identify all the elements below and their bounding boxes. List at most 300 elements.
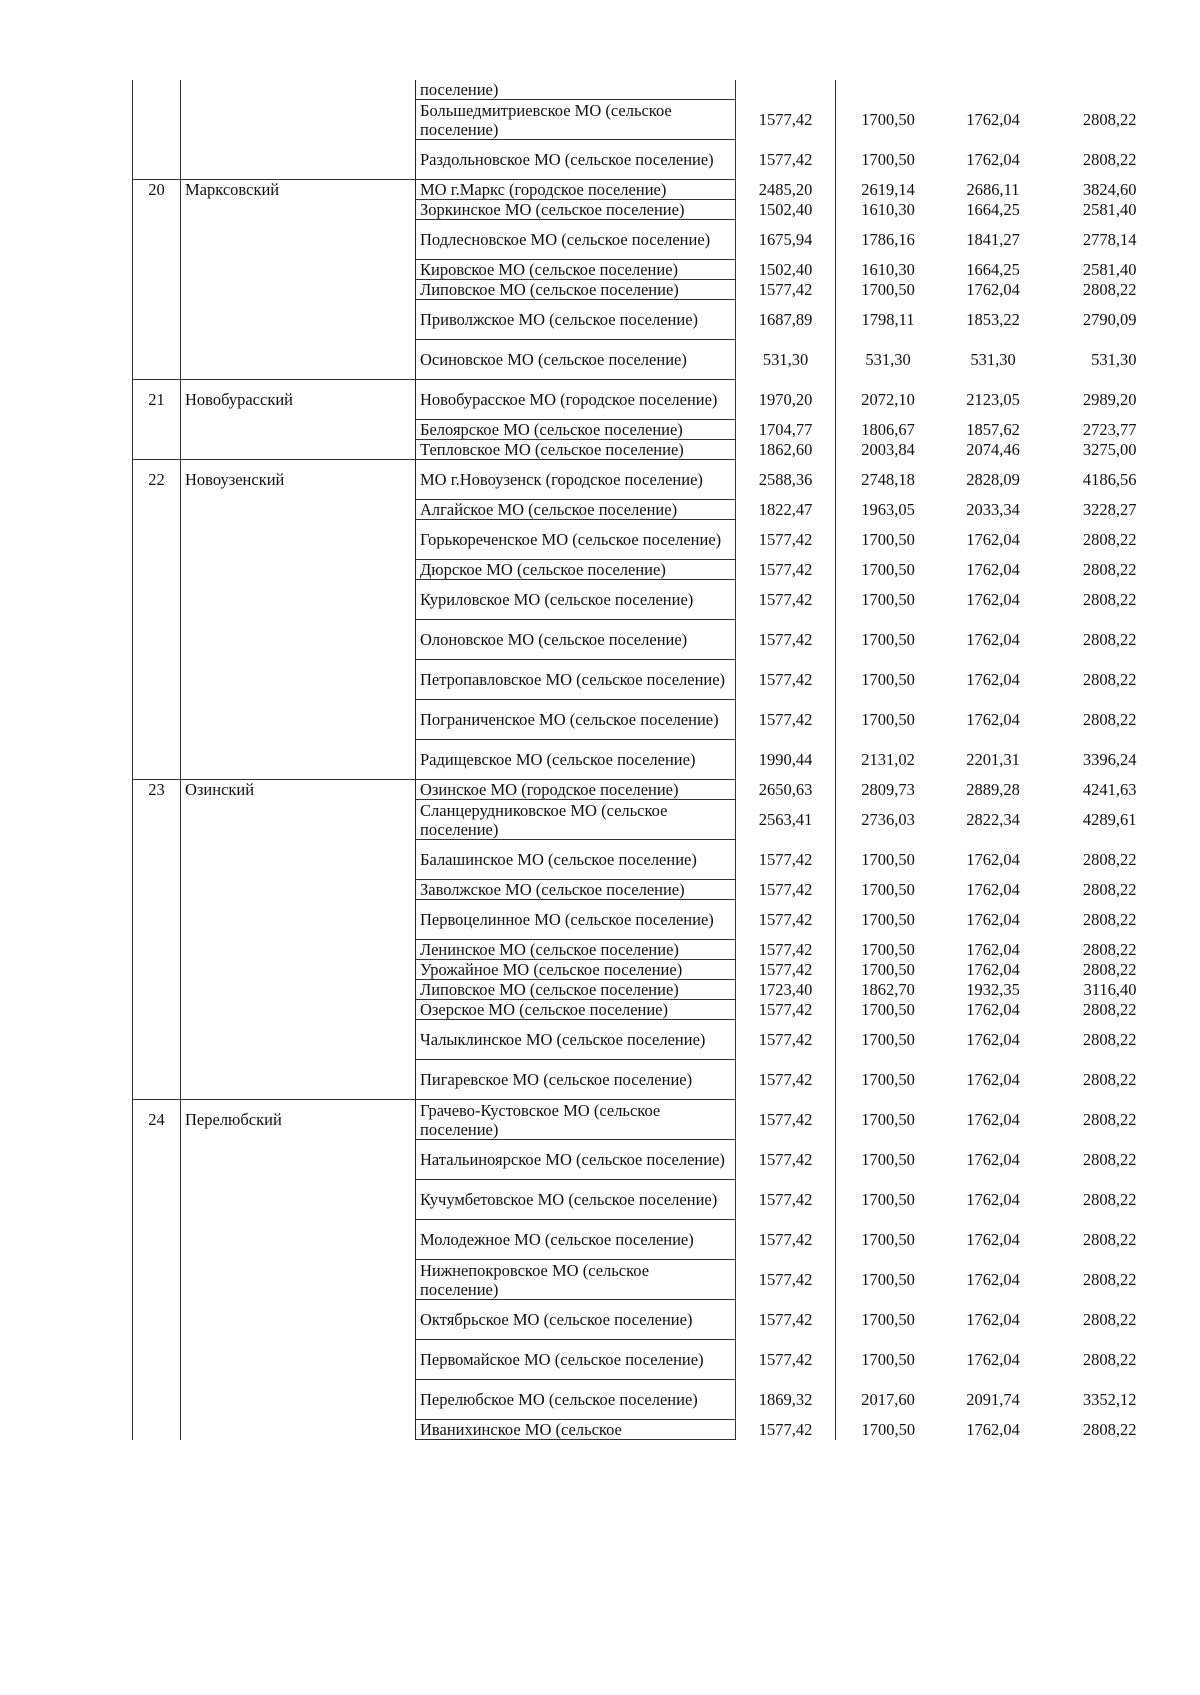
district-number-cell [133, 800, 181, 840]
district-name-cell: Марксовский [181, 180, 416, 200]
value-cell-1: 1990,44 [736, 740, 836, 780]
table-row [133, 460, 1143, 500]
value-cell-2: 1700,50 [861, 1110, 915, 1129]
value-cell-2: 1700,50 [861, 1310, 915, 1329]
value-cell-4: 2808,22 [1082, 530, 1137, 549]
table-row [133, 800, 1143, 840]
value-cell-4: 2808,22 [1082, 280, 1137, 299]
value-cell-1: 1502,40 [736, 260, 836, 280]
district-number-cell [133, 1380, 181, 1420]
value-cell-3: 1762,04 [966, 960, 1020, 979]
value-cell-4: 2808,22 [1082, 1110, 1137, 1129]
district-name-cell [181, 1260, 416, 1300]
value-cell-4: 3824,60 [1082, 180, 1137, 199]
table-row [133, 520, 1143, 560]
table-row [133, 1060, 1143, 1100]
district-number-cell [133, 1180, 181, 1220]
value-cell-3: 1762,04 [966, 1000, 1020, 1019]
municipality-name-cell: поселение) [416, 80, 736, 100]
value-cell-4: 2808,22 [1082, 1150, 1137, 1169]
municipality-name-cell: Озерское МО (сельское поселение) [416, 1000, 736, 1020]
district-number-cell [133, 280, 181, 300]
value-cell-1: 2650,63 [736, 780, 836, 800]
value-cell-3: 1762,04 [966, 280, 1020, 299]
value-cell-2: 1700,50 [861, 630, 915, 649]
table-row [133, 1000, 1143, 1020]
district-number-cell [133, 840, 181, 880]
district-number-cell [133, 900, 181, 940]
district-name-cell [181, 880, 416, 900]
table-row [133, 420, 1143, 440]
district-name-cell [181, 340, 416, 380]
district-name-cell [181, 440, 416, 460]
value-cell-1: 1687,89 [736, 300, 836, 340]
value-cell-1: 1577,42 [736, 1060, 836, 1100]
table-row [133, 560, 1143, 580]
district-number-cell: 23 [133, 780, 181, 800]
municipality-name-cell: МО г.Новоузенск (городское поселение) [416, 460, 736, 500]
value-cell-1: 1822,47 [736, 500, 836, 520]
value-cell-3: 1853,22 [966, 310, 1020, 329]
municipality-name-cell: Горькореченское МО (сельское поселение) [416, 520, 736, 560]
value-cell-1: 2563,41 [736, 800, 836, 840]
value-cell-1: 2485,20 [736, 180, 836, 200]
value-cell-3: 1762,04 [966, 1030, 1020, 1049]
value-cell-4: 2808,22 [1082, 880, 1137, 899]
district-number-cell [133, 880, 181, 900]
table-row [133, 960, 1143, 980]
value-cell-4: 2790,09 [1082, 310, 1137, 329]
value-cell-4: 2808,22 [1082, 110, 1137, 129]
value-cell-3: 2123,05 [966, 390, 1020, 409]
district-number-cell [133, 1300, 181, 1340]
district-number-cell [133, 620, 181, 660]
value-cell-1: 1577,42 [736, 1340, 836, 1380]
table-row [133, 1420, 1143, 1440]
municipality-name-cell: Осиновское МО (сельское поселение) [416, 340, 736, 380]
municipality-name-cell: Тепловское МО (сельское поселение) [416, 440, 736, 460]
district-name-cell [181, 280, 416, 300]
table-row [133, 140, 1143, 180]
municipality-name-cell: Олоновское МО (сельское поселение) [416, 620, 736, 660]
value-cell-1: 1577,42 [736, 940, 836, 960]
district-name-cell: Новобурасский [181, 380, 416, 420]
value-cell-2: 1610,30 [861, 200, 915, 219]
value-cell-4: 4186,56 [1082, 470, 1137, 489]
value-cell-3: 1664,25 [966, 260, 1020, 279]
district-name-cell [181, 300, 416, 340]
value-cell-1: 1577,42 [736, 580, 836, 620]
value-cell-3: 1762,04 [966, 670, 1020, 689]
table-row [133, 300, 1143, 340]
value-cell-2: 1786,16 [861, 230, 915, 249]
value-cell-2: 2017,60 [861, 1390, 915, 1409]
municipality-name-cell: Заволжское МО (сельское поселение) [416, 880, 736, 900]
district-number-cell: 24 [133, 1100, 181, 1140]
district-number-cell [133, 140, 181, 180]
value-cell-1: 1577,42 [736, 960, 836, 980]
value-cell-4: 2989,20 [1082, 390, 1137, 409]
value-cell-1: 1723,40 [736, 980, 836, 1000]
district-name-cell [181, 1380, 416, 1420]
value-cell-2: 2619,14 [861, 180, 915, 199]
municipality-name-cell: Сланцерудниковское МО (сельское поселение) [416, 800, 736, 840]
value-cell-2: 2809,73 [861, 780, 915, 799]
value-cell-3: 1762,04 [966, 1310, 1020, 1329]
value-cell-1: 1577,42 [736, 1140, 836, 1180]
value-cell-2: 1862,70 [861, 980, 915, 999]
value-cell-2: 1700,50 [861, 1150, 915, 1169]
table-row [133, 200, 1143, 220]
value-cell-2: 1963,05 [861, 500, 915, 519]
table-row [133, 940, 1143, 960]
value-cell-1: 1577,42 [736, 100, 836, 140]
value-cell-1: 1577,42 [736, 1260, 836, 1300]
district-name-cell: Перелюбский [181, 1100, 416, 1140]
value-cell-2: 1700,50 [861, 560, 915, 579]
value-cell-3: 1857,62 [966, 420, 1020, 439]
district-name-cell [181, 1020, 416, 1060]
district-name-cell [181, 520, 416, 560]
district-number-cell [133, 1020, 181, 1060]
value-cell-2: 1806,67 [861, 420, 915, 439]
table-body [133, 80, 1143, 1440]
value-cell-2: 1700,50 [861, 670, 915, 689]
table-row [133, 780, 1143, 800]
district-name-cell [181, 420, 416, 440]
value-cell-2: 1700,50 [861, 1070, 915, 1089]
municipality-name-cell: Нижнепокровское МО (сельское поселение) [416, 1260, 736, 1300]
value-cell-4: 3228,27 [1082, 500, 1137, 519]
value-cell-1: 1970,20 [736, 380, 836, 420]
value-cell-4: 2808,22 [1082, 1230, 1137, 1249]
district-number-cell [133, 300, 181, 340]
value-cell-3: 1762,04 [966, 1110, 1020, 1129]
value-cell-3: 1762,04 [966, 710, 1020, 729]
district-name-cell [181, 80, 416, 100]
value-cell-1: 1577,42 [736, 1420, 836, 1440]
municipality-name-cell: Грачево-Кустовское МО (сельское поселение) [416, 1100, 736, 1140]
value-cell-3: 1762,04 [966, 630, 1020, 649]
district-name-cell [181, 700, 416, 740]
value-cell-1: 1577,42 [736, 900, 836, 940]
value-cell-3: 1932,35 [966, 980, 1020, 999]
value-cell-2: 1700,50 [861, 880, 915, 899]
table-row [133, 500, 1143, 520]
district-number-cell [133, 260, 181, 280]
value-cell-3: 2828,09 [966, 470, 1020, 489]
municipality-name-cell: Озинское МО (городское поселение) [416, 780, 736, 800]
value-cell-3: 2091,74 [966, 1390, 1020, 1409]
value-cell-4: 2808,22 [1082, 560, 1137, 579]
value-cell-2: 2736,03 [861, 810, 915, 829]
value-cell-1: 1577,42 [736, 1220, 836, 1260]
value-cell-1: 531,30 [736, 340, 836, 380]
value-cell-4: 2808,22 [1082, 850, 1137, 869]
district-number-cell [133, 1260, 181, 1300]
value-cell-1: 1577,42 [736, 880, 836, 900]
value-cell-2: 1700,50 [861, 150, 915, 169]
table-row [133, 180, 1143, 200]
value-cell-1: 1577,42 [736, 140, 836, 180]
municipality-name-cell: Натальиноярское МО (сельское поселение) [416, 1140, 736, 1180]
table-row [133, 1220, 1143, 1260]
value-cell-4: 2808,22 [1082, 910, 1137, 929]
municipality-name-cell: Радищевское МО (сельское поселение) [416, 740, 736, 780]
value-cell-3: 1762,04 [966, 1070, 1020, 1089]
value-cell-3: 1762,04 [966, 1150, 1020, 1169]
value-cell-2: 1700,50 [861, 1190, 915, 1209]
value-cell-3: 2822,34 [966, 810, 1020, 829]
municipality-name-cell: Алгайское МО (сельское поселение) [416, 500, 736, 520]
table-row [133, 440, 1143, 460]
value-cell-4: 2808,22 [1082, 1270, 1137, 1289]
table-row [133, 840, 1143, 880]
value-cell-1 [736, 80, 836, 100]
municipality-name-cell: Липовское МО (сельское поселение) [416, 280, 736, 300]
district-number-cell [133, 580, 181, 620]
district-number-cell [133, 420, 181, 440]
district-name-cell [181, 960, 416, 980]
municipality-name-cell: Октябрьское МО (сельское поселение) [416, 1300, 736, 1340]
value-cell-4: 3116,40 [1083, 980, 1137, 999]
value-cell-1: 1502,40 [736, 200, 836, 220]
value-cell-2: 1700,50 [861, 1350, 915, 1369]
district-name-cell [181, 1420, 416, 1440]
municipality-name-cell: Первомайское МО (сельское поселение) [416, 1340, 736, 1380]
value-cell-1: 1577,42 [736, 280, 836, 300]
value-cell-1: 1577,42 [736, 660, 836, 700]
value-cell-4: 2808,22 [1082, 590, 1137, 609]
district-name-cell [181, 1000, 416, 1020]
district-number-cell [133, 80, 181, 100]
table-row [133, 80, 1143, 100]
district-name-cell [181, 900, 416, 940]
district-name-cell [181, 840, 416, 880]
value-cell-4: 3396,24 [1082, 750, 1137, 769]
value-cell-4: 4241,63 [1082, 780, 1137, 799]
municipality-name-cell: Иванихинское МО (сельское [416, 1420, 736, 1440]
value-cell-3: 2686,11 [966, 180, 1020, 199]
municipality-name-cell: Ленинское МО (сельское поселение) [416, 940, 736, 960]
value-cell-2: 1700,50 [861, 960, 915, 979]
value-cell-3: 531,30 [970, 350, 1016, 369]
value-cell-1: 1869,32 [736, 1380, 836, 1420]
value-cell-2: 1610,30 [861, 260, 915, 279]
district-number-cell [133, 440, 181, 460]
table-row [133, 880, 1143, 900]
value-cell-3: 1762,04 [966, 910, 1020, 929]
value-cell-4: 2808,22 [1082, 670, 1137, 689]
district-number-cell [133, 220, 181, 260]
value-cell-3: 1841,27 [966, 230, 1020, 249]
value-cell-4: 2808,22 [1082, 630, 1137, 649]
value-cell-1: 1577,42 [736, 560, 836, 580]
municipality-name-cell: Белоярское МО (сельское поселение) [416, 420, 736, 440]
value-cell-3: 1762,04 [966, 1350, 1020, 1369]
district-name-cell [181, 140, 416, 180]
table-row [133, 1140, 1143, 1180]
district-name-cell [181, 500, 416, 520]
district-name-cell: Озинский [181, 780, 416, 800]
district-name-cell [181, 800, 416, 840]
district-name-cell [181, 1060, 416, 1100]
value-cell-2: 2131,02 [861, 750, 915, 769]
value-cell-1: 1577,42 [736, 840, 836, 880]
value-cell-2 [836, 80, 941, 100]
district-name-cell [181, 980, 416, 1000]
value-cell-2: 1700,50 [861, 1230, 915, 1249]
value-cell-2: 1700,50 [861, 1420, 916, 1439]
value-cell-2: 1700,50 [861, 850, 915, 869]
value-cell-4: 2808,22 [1082, 1030, 1137, 1049]
value-cell-1: 1577,42 [736, 1300, 836, 1340]
tariff-table [132, 80, 1143, 1440]
value-cell-1: 1862,60 [736, 440, 836, 460]
municipality-name-cell: Большедмитриевское МО (сельское поселение) [416, 100, 736, 140]
district-number-cell [133, 980, 181, 1000]
municipality-name-cell: Подлесновское МО (сельское поселение) [416, 220, 736, 260]
value-cell-4: 2808,22 [1082, 960, 1137, 979]
district-name-cell [181, 620, 416, 660]
district-number-cell [133, 1140, 181, 1180]
table-row [133, 620, 1143, 660]
value-cell-1: 1704,77 [736, 420, 836, 440]
district-number-cell [133, 940, 181, 960]
value-cell-1: 1577,42 [736, 1100, 836, 1140]
value-cell-3: 1762,04 [966, 150, 1020, 169]
value-cell-3: 1762,04 [966, 560, 1020, 579]
municipality-name-cell: Зоркинское МО (сельское поселение) [416, 200, 736, 220]
value-cell-4: 2778,14 [1082, 230, 1137, 249]
district-number-cell [133, 740, 181, 780]
value-cell-3: 1762,04 [966, 1270, 1020, 1289]
value-cell-2: 1700,50 [861, 110, 915, 129]
value-cell-4: 2808,22 [1082, 1420, 1137, 1439]
value-cell-3 [941, 80, 1046, 100]
value-cell-3: 1762,04 [966, 1230, 1020, 1249]
municipality-name-cell: Раздольновское МО (сельское поселение) [416, 140, 736, 180]
district-name-cell [181, 660, 416, 700]
value-cell-4: 2808,22 [1082, 710, 1137, 729]
value-cell-1: 1577,42 [736, 1020, 836, 1060]
municipality-name-cell: Новобурасское МО (городское поселение) [416, 380, 736, 420]
value-cell-2: 1700,50 [861, 1270, 915, 1289]
value-cell-2: 531,30 [865, 350, 911, 369]
tariff-table-page [132, 80, 1142, 1600]
value-cell-2: 1700,50 [861, 590, 915, 609]
value-cell-3: 1762,04 [966, 1190, 1020, 1209]
municipality-name-cell: Пигаревское МО (сельское поселение) [416, 1060, 736, 1100]
value-cell-4: 2581,40 [1082, 260, 1137, 279]
district-name-cell [181, 560, 416, 580]
value-cell-2: 1700,50 [861, 280, 915, 299]
municipality-name-cell: Перелюбское МО (сельское поселение) [416, 1380, 736, 1420]
district-number-cell [133, 520, 181, 560]
municipality-name-cell: МО г.Маркс (городское поселение) [416, 180, 736, 200]
municipality-name-cell: Чалыклинское МО (сельское поселение) [416, 1020, 736, 1060]
value-cell-2: 1700,50 [861, 910, 915, 929]
district-name-cell [181, 1300, 416, 1340]
value-cell-3: 1762,04 [966, 1420, 1020, 1439]
municipality-name-cell: Куриловское МО (сельское поселение) [416, 580, 736, 620]
municipality-name-cell: Кировское МО (сельское поселение) [416, 260, 736, 280]
value-cell-4: 2808,22 [1082, 1310, 1137, 1329]
district-number-cell [133, 560, 181, 580]
district-number-cell [133, 660, 181, 700]
value-cell-1: 1577,42 [736, 520, 836, 560]
district-name-cell [181, 220, 416, 260]
value-cell-2: 1700,50 [861, 1000, 915, 1019]
table-row [133, 220, 1143, 260]
table-row [133, 700, 1143, 740]
district-number-cell [133, 1220, 181, 1260]
value-cell-2: 2748,18 [861, 470, 915, 489]
district-name-cell [181, 200, 416, 220]
value-cell-4: 4289,61 [1082, 810, 1137, 829]
value-cell-3: 2033,34 [966, 500, 1020, 519]
value-cell-4: 3352,12 [1082, 1390, 1137, 1409]
value-cell-3: 1762,04 [966, 940, 1020, 959]
table-row [133, 1020, 1143, 1060]
table-row [133, 380, 1143, 420]
value-cell-4: 2581,40 [1082, 200, 1137, 219]
value-cell-3: 1664,25 [966, 200, 1020, 219]
municipality-name-cell: Пограниченское МО (сельское поселение) [416, 700, 736, 740]
table-row [133, 740, 1143, 780]
table-row [133, 340, 1143, 380]
district-name-cell [181, 1340, 416, 1380]
value-cell-2: 1798,11 [861, 310, 915, 329]
district-number-cell [133, 960, 181, 980]
value-cell-3: 1762,04 [966, 110, 1020, 129]
district-number-cell [133, 100, 181, 140]
municipality-name-cell: Урожайное МО (сельское поселение) [416, 960, 736, 980]
table-row [133, 1100, 1143, 1140]
value-cell-2: 2003,84 [861, 440, 915, 459]
value-cell-3: 2074,46 [966, 440, 1020, 459]
table-row [133, 900, 1143, 940]
municipality-name-cell: Липовское МО (сельское поселение) [416, 980, 736, 1000]
value-cell-1: 1577,42 [736, 700, 836, 740]
table-row [133, 1180, 1143, 1220]
table-row [133, 660, 1143, 700]
value-cell-1: 1577,42 [736, 1180, 836, 1220]
value-cell-1: 2588,36 [736, 460, 836, 500]
value-cell-3: 2889,28 [966, 780, 1020, 799]
value-cell-4: 2723,77 [1082, 420, 1137, 439]
value-cell-4 [1046, 80, 1143, 100]
table-row [133, 260, 1143, 280]
district-number-cell [133, 500, 181, 520]
value-cell-4: 2808,22 [1082, 1190, 1137, 1209]
table-row [133, 280, 1143, 300]
value-cell-3: 1762,04 [966, 590, 1020, 609]
district-number-cell: 21 [133, 380, 181, 420]
district-name-cell [181, 740, 416, 780]
municipality-name-cell: Молодежное МО (сельское поселение) [416, 1220, 736, 1260]
value-cell-3: 1762,04 [966, 530, 1020, 549]
district-name-cell [181, 260, 416, 280]
table-row [133, 1300, 1143, 1340]
value-cell-1: 1675,94 [736, 220, 836, 260]
municipality-name-cell: Петропавловское МО (сельское поселение) [416, 660, 736, 700]
value-cell-2: 1700,50 [861, 1030, 915, 1049]
district-number-cell [133, 1420, 181, 1440]
district-name-cell [181, 940, 416, 960]
table-row [133, 980, 1143, 1000]
value-cell-4: 531,30 [1091, 350, 1137, 369]
